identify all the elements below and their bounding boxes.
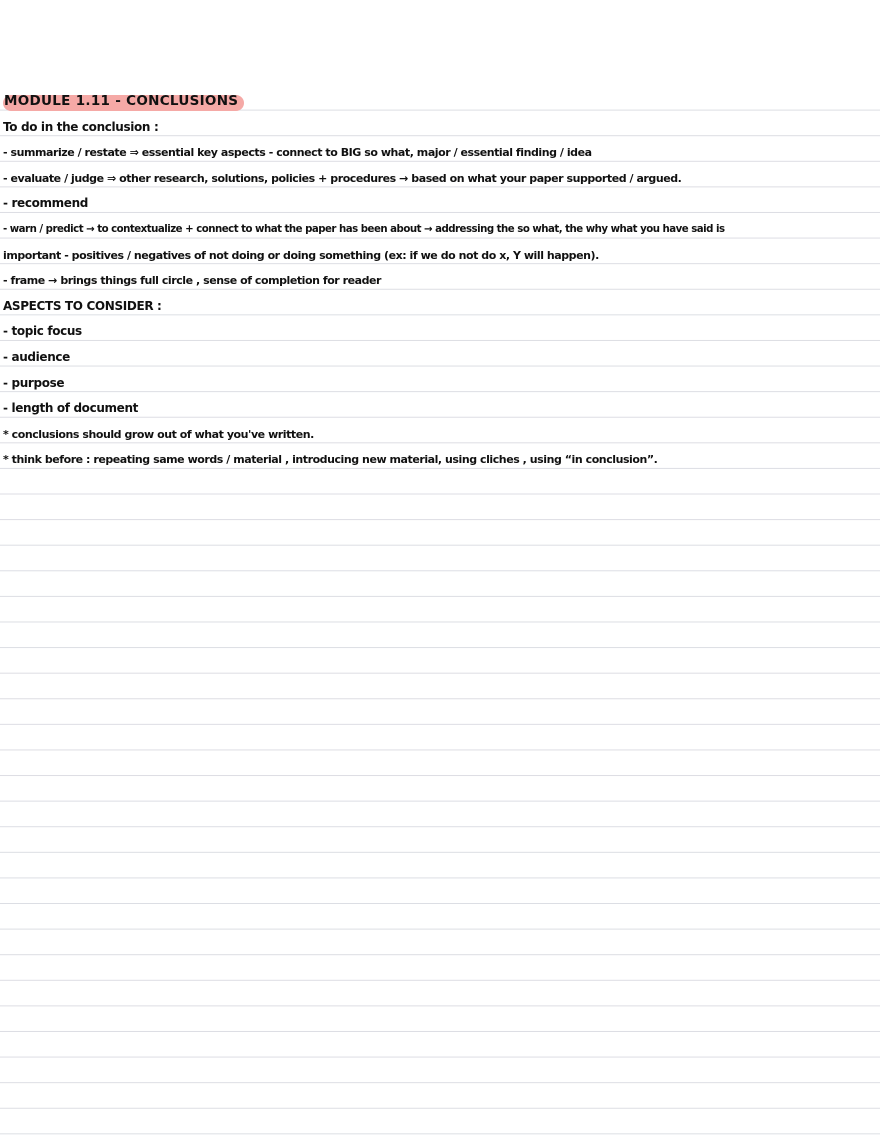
notes-body [3,89,875,473]
module-title-text: MODULE 1.11 - CONCLUSIONS [4,93,239,109]
note-line-evaluate: - evaluate / judge ⇒ other research, solutions, policies + procedures → based on what your paper supported / argued. [3,171,682,185]
note-line-frame: - frame → brings things full circle , sense of completion for reader [3,274,382,288]
note-line-important: important - positives / negatives of not doing or doing something (ex: if we do not do x, Y will happen). [3,248,599,262]
note-line-think-before: * think before : repeating same words / material , introducing new material, using cliches , using “in conclusion”. [3,453,658,467]
note-line-grow: * conclusions should grow out of what you've written. [3,427,314,441]
note-line-length: - length of document [3,401,139,416]
note-line-topic-focus: - topic focus [3,324,82,339]
note-line-warn: - warn / predict → to contextualize + connect to what the paper has been about → addressing the so what, the why what you have said is [3,223,725,235]
note-line-aspects-heading: ASPECTS TO CONSIDER : [3,298,162,313]
note-line-purpose: - purpose [3,375,65,390]
module-title-line [3,89,875,115]
note-line-intro: To do in the conclusion : [3,119,159,134]
note-line-summarize: - summarize / restate ⇒ essential key aspects - connect to BIG so what, major / essential finding / idea [3,146,592,160]
module-title [3,92,244,111]
note-line-recommend: - recommend [3,196,89,211]
note-line-audience: - audience [3,349,70,364]
